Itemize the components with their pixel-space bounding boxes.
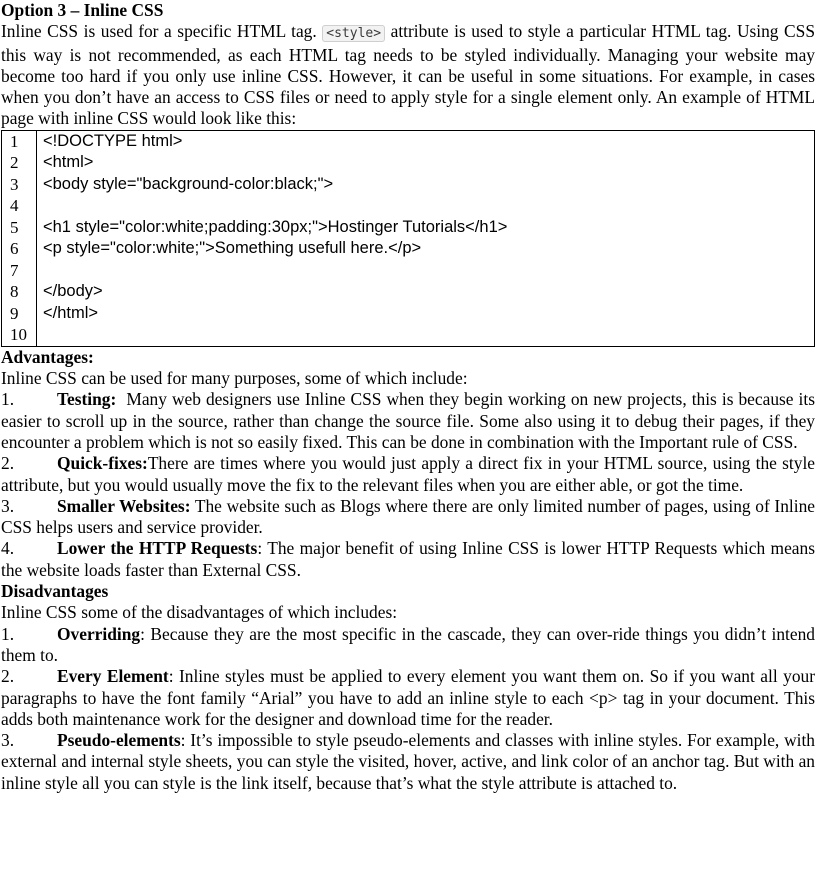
code-text: <body style="background-color:black;"> xyxy=(37,174,815,196)
item-term: Smaller Websites: xyxy=(57,495,191,516)
line-number: 7 xyxy=(2,260,37,282)
code-line xyxy=(2,238,815,260)
code-text xyxy=(37,195,815,217)
item-term: Every Element xyxy=(57,666,169,687)
advantage-item xyxy=(1,538,815,581)
advantage-item xyxy=(1,496,815,539)
item-term: Lower the HTTP Requests xyxy=(57,538,258,559)
item-number: 3. xyxy=(1,730,15,751)
intro-text-after: attribute is used to style a particular HTML tag. Using CSS this way is not recommended, as each HTML tag needs to be styled individually. Managing your website may become too hard if you only use inline CSS. However, it can be useful in some situations. For example, in cases when you don’t have an access to CSS files or need to apply style for a single element only. An example of HTML page with inline CSS would look like this: xyxy=(1,21,816,129)
item-term: Pseudo-elements xyxy=(57,730,181,751)
section-heading: Option 3 – Inline CSS xyxy=(1,0,164,20)
item-text: The website such as Blogs where there are only limited number of pages, using of Inline CSS helps users and service provider. xyxy=(1,495,815,538)
item-term: Overriding xyxy=(57,623,141,644)
code-text: </body> xyxy=(37,281,815,303)
code-example-table xyxy=(1,130,815,347)
line-number: 3 xyxy=(2,174,37,196)
line-number: 4 xyxy=(2,195,37,217)
item-text: : It’s impossible to style pseudo-elements and classes with inline styles. For example, with external and internal style sheets, you can style the visited, hover, active, and link color of an anchor tag. But with an inline style all you can style is the link itself, because that’s what the style attribute is attached to. xyxy=(1,730,815,793)
disadvantages-heading: Disadvantages xyxy=(1,581,109,602)
disadvantage-item xyxy=(1,730,815,794)
disadvantages-list xyxy=(1,624,815,794)
disadvantages-intro: Inline CSS some of the disadvantages of which includes: xyxy=(1,602,398,623)
item-number: 1. xyxy=(1,623,15,644)
item-text: : Inline styles must be applied to every element you want them on. So if you want all your paragraphs to have the font family “Arial” you have to add an inline style to each <p> tag in your document. This adds both maintenance work for the designer and download time for the reader. xyxy=(1,666,816,729)
code-line xyxy=(2,130,815,152)
advantages-intro: Inline CSS can be used for many purposes, some of which include: xyxy=(1,368,468,389)
code-line xyxy=(2,281,815,303)
line-number: 5 xyxy=(2,217,37,239)
code-text: </html> xyxy=(37,303,815,325)
style-tag-code: <style> xyxy=(322,25,385,42)
disadvantage-item xyxy=(1,624,815,667)
item-text: Many web designers use Inline CSS when they begin working on new projects, this is because its easier to scroll up in the source, rather than change the source file. Some also using it to debug their pages, if they encounter a problem which is not so easily fixed. This can be done in combination with the Important rule of CSS. xyxy=(1,389,815,452)
disadvantage-item xyxy=(1,666,815,730)
item-number: 1. xyxy=(1,389,15,410)
line-number: 2 xyxy=(2,152,37,174)
intro-paragraph xyxy=(1,21,815,129)
item-term: Testing: xyxy=(57,389,117,410)
item-number: 2. xyxy=(1,453,15,474)
code-text: <!DOCTYPE html> xyxy=(37,130,815,152)
code-line xyxy=(2,174,815,196)
code-line xyxy=(2,195,815,217)
code-text xyxy=(37,324,815,346)
item-text: : The major benefit of using Inline CSS is lower HTTP Requests which means the website loads faster than External CSS. xyxy=(1,538,815,580)
item-term: Quick-fixes: xyxy=(57,453,148,474)
item-number: 3. xyxy=(1,495,15,516)
line-number: 8 xyxy=(2,281,37,303)
advantages-list xyxy=(1,389,815,581)
advantage-item xyxy=(1,389,815,453)
code-text: <html> xyxy=(37,152,815,174)
line-number: 6 xyxy=(2,238,37,260)
line-number: 10 xyxy=(2,324,37,346)
code-line xyxy=(2,260,815,282)
code-line xyxy=(2,152,815,174)
line-number: 1 xyxy=(2,130,37,152)
intro-text-before: Inline CSS is used for a specific HTML tag. xyxy=(1,21,323,42)
item-text: There are times where you would just apply a direct fix in your HTML source, using the style attribute, but you would usually move the fix to the relevant files when you are either able, or got the time. xyxy=(1,453,815,495)
item-text: : Because they are the most specific in the cascade, they can over-ride things you didn’t intend them to. xyxy=(1,623,815,665)
code-text: <h1 style="color:white;padding:30px;">Hostinger Tutorials</h1> xyxy=(37,217,815,239)
code-text xyxy=(37,260,815,282)
code-line xyxy=(2,324,815,346)
advantages-heading: Advantages: xyxy=(1,346,94,367)
code-line xyxy=(2,303,815,325)
code-text: <p style="color:white;">Something usefull here.</p> xyxy=(37,238,815,260)
code-line xyxy=(2,217,815,239)
item-number: 2. xyxy=(1,666,15,687)
item-number: 4. xyxy=(1,538,15,559)
line-number: 9 xyxy=(2,303,37,325)
advantage-item xyxy=(1,453,815,496)
